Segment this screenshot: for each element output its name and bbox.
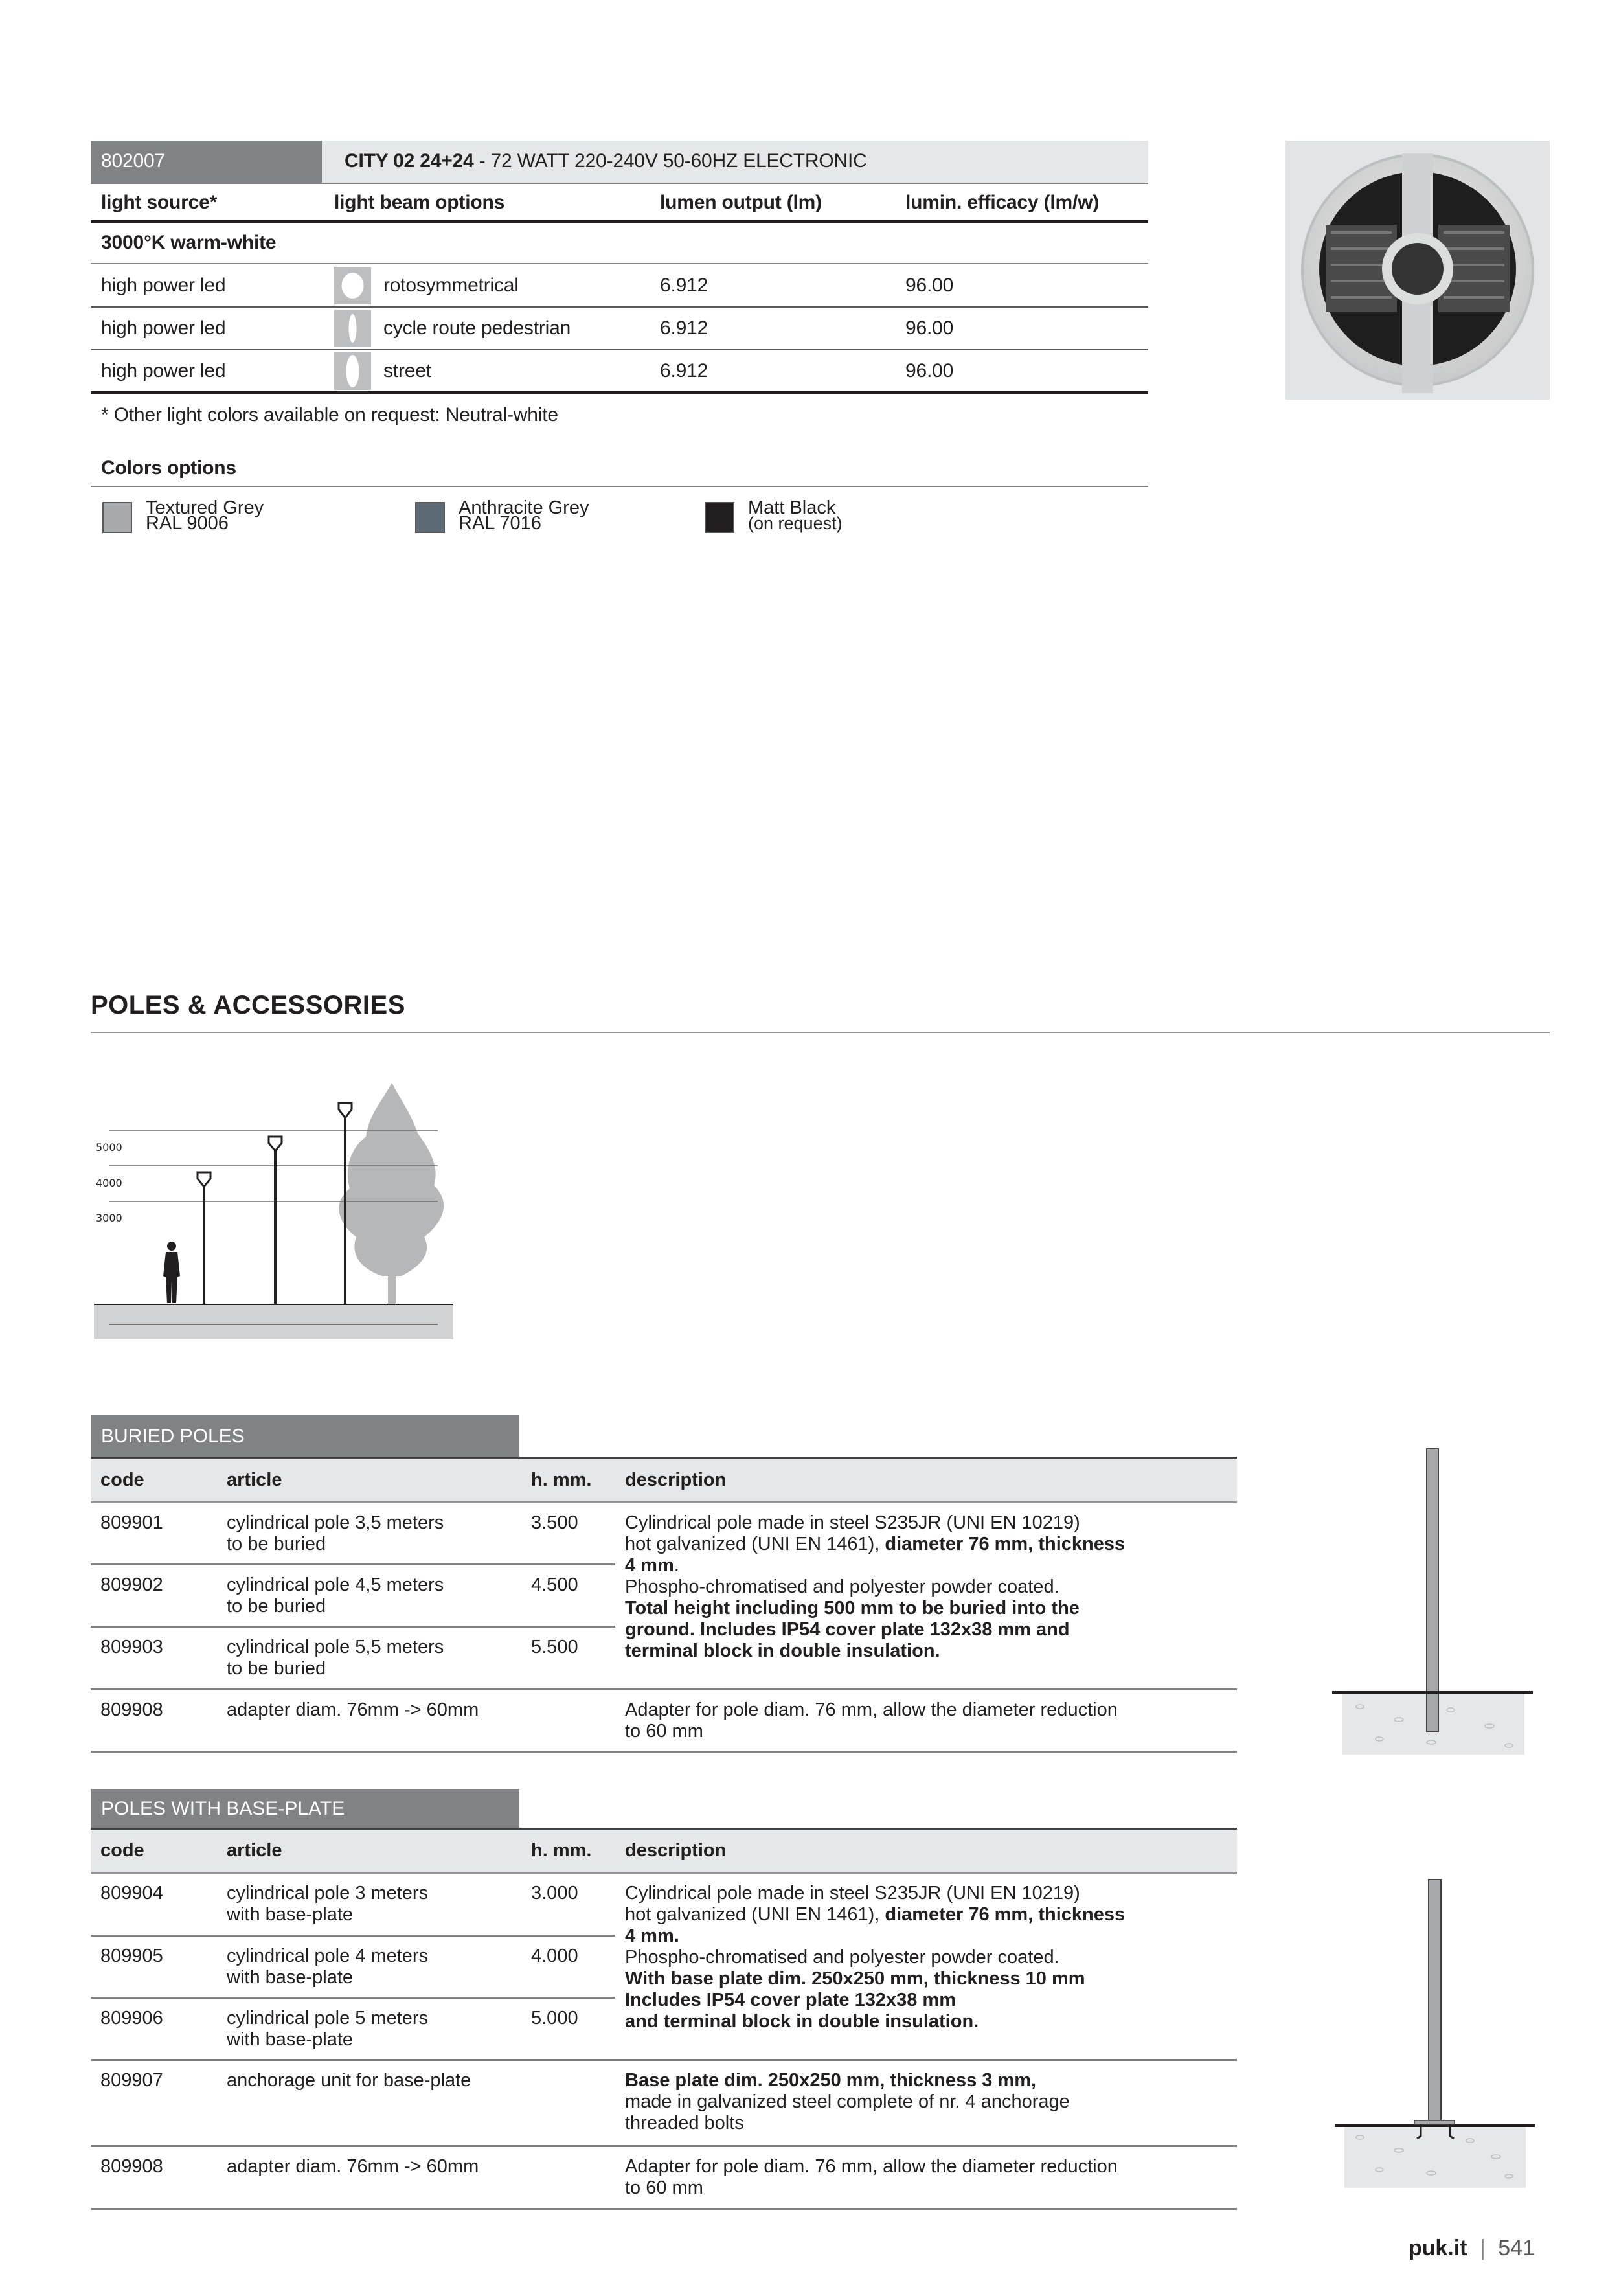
- column-header-code: code: [91, 1829, 217, 1873]
- description-text: With base plate dim. 250x250 mm, thickness 10 mm: [625, 1968, 1085, 1989]
- lumen-output: 6.912: [660, 275, 708, 296]
- product-name: CITY 02 24+24: [345, 150, 474, 172]
- article-cell: [217, 1503, 521, 1565]
- table-row: [91, 2060, 1237, 2146]
- page-footer: [1409, 2236, 1535, 2261]
- description-line: [625, 2113, 1237, 2134]
- description-text: Total height including 500 mm to be buried into the: [625, 1598, 1080, 1619]
- efficacy: 96.00: [905, 275, 954, 296]
- buried-pole-drawing: [1328, 1441, 1541, 1765]
- description-text: hot galvanized (UNI EN 1461),: [625, 1534, 885, 1554]
- color-name: Matt Black: [748, 497, 836, 518]
- product-title: [345, 150, 867, 172]
- description-line: [625, 1926, 1237, 1947]
- pole-icon: [198, 1103, 352, 1304]
- height-cell: 3.500: [521, 1503, 615, 1565]
- table-row: [91, 1690, 1237, 1752]
- article-line: cylindrical pole 4 meters: [227, 1946, 429, 1966]
- description-line: [625, 1883, 1237, 1904]
- colors-options-title: Colors options: [101, 457, 236, 479]
- height-label: 4000: [96, 1177, 122, 1189]
- divider: [91, 220, 1148, 223]
- description-line: [625, 1904, 1237, 1926]
- height-label: 3000: [96, 1212, 122, 1224]
- table-title: BURIED POLES: [101, 1426, 245, 1447]
- table-row: [91, 2146, 1237, 2209]
- description-line: [625, 2177, 1237, 2199]
- description-line: [625, 2011, 1237, 2032]
- divider: [91, 263, 1148, 264]
- article-cell: [217, 2060, 615, 2146]
- height-cell: 3.000: [521, 1873, 615, 1936]
- description-text: Phospho-chromatised and polyester powder coated.: [625, 1947, 1059, 1968]
- brand-link[interactable]: puk.it: [1408, 2236, 1467, 2260]
- article-line: cylindrical pole 3 meters: [227, 1883, 429, 1904]
- efficacy: 96.00: [905, 360, 954, 381]
- efficacy: 96.00: [905, 317, 954, 339]
- article-line: cylindrical pole 5,5 meters: [227, 1637, 444, 1657]
- divider: [91, 391, 1148, 394]
- page-number: 541: [1498, 2236, 1535, 2260]
- footnote: * Other light colors available on request: Neutral-white: [101, 404, 558, 426]
- light-source: high power led: [101, 360, 226, 381]
- color-option: [748, 497, 843, 533]
- article-cell: [217, 1873, 521, 1936]
- description-text: Phospho-chromatised and polyester powder coated.: [625, 1576, 1059, 1597]
- description-text: diameter 76 mm, thickness: [885, 1534, 1126, 1554]
- description-text: Cylindrical pole made in steel S235JR (UNI EN 10219): [625, 1512, 1080, 1533]
- color-code: (on request): [748, 514, 843, 533]
- description-line: [625, 1721, 1237, 1742]
- height-label: 5000: [96, 1141, 122, 1154]
- light-beam: cycle route pedestrian: [383, 317, 571, 339]
- tree-icon: [339, 1083, 444, 1304]
- table-row: [91, 1873, 1237, 1936]
- article-line: cylindrical pole 3,5 meters: [227, 1512, 444, 1533]
- code-cell: 809908: [91, 1690, 217, 1752]
- description-line: [625, 2070, 1237, 2091]
- header-light-beam: light beam options: [334, 192, 505, 213]
- divider: [91, 486, 1148, 487]
- divider: [91, 349, 1148, 350]
- article-cell: [217, 1936, 521, 1998]
- description-text: diameter 76 mm, thickness: [885, 1904, 1126, 1925]
- description-text: Adapter for pole diam. 76 mm, allow the diameter reduction: [625, 2156, 1118, 2177]
- article-line: cylindrical pole 5 meters: [227, 2008, 429, 2029]
- description-line: [625, 1968, 1237, 1990]
- article-line: cylindrical pole 4,5 meters: [227, 1574, 444, 1595]
- description-text: hot galvanized (UNI EN 1461),: [625, 1904, 885, 1925]
- product-header-bar: [91, 141, 1148, 183]
- description-text: ground. Includes IP54 cover plate 132x38 mm and: [625, 1619, 1070, 1640]
- rotosymmetrical-beam-icon: [334, 267, 371, 304]
- description-text: 4 mm: [625, 1555, 674, 1576]
- code-cell: 809901: [91, 1503, 217, 1565]
- height-cell: 4.000: [521, 1936, 615, 1998]
- color-swatch-anthracite-grey: [415, 502, 445, 533]
- description-text: .: [674, 1555, 679, 1576]
- separator: |: [1479, 2236, 1486, 2260]
- light-source: high power led: [101, 317, 226, 339]
- description-line: [625, 2156, 1237, 2177]
- lumen-output: 6.912: [660, 317, 708, 339]
- description-text: Base plate dim. 250x250 mm, thickness 3 mm,: [625, 2070, 1037, 2091]
- divider: [91, 306, 1148, 308]
- color-name: Anthracite Grey: [459, 497, 589, 518]
- buried-poles-table: [91, 1457, 1237, 1753]
- article-line: to be buried: [227, 1658, 326, 1679]
- divider: [91, 1032, 1550, 1033]
- description-line: [625, 1512, 1237, 1534]
- description-text: Adapter for pole diam. 76 mm, allow the diameter reduction: [625, 1699, 1118, 1720]
- description-text: to 60 mm: [625, 1721, 703, 1742]
- height-cell: 4.500: [521, 1565, 615, 1627]
- description-line: [625, 1576, 1237, 1598]
- description-text: 4 mm.: [625, 1926, 679, 1946]
- description-line: [625, 1534, 1237, 1555]
- description-cell: [615, 2060, 1237, 2146]
- description-text: threaded bolts: [625, 2113, 744, 2133]
- column-header-code: code: [91, 1458, 217, 1503]
- description-line: [625, 1947, 1237, 1968]
- article-cell: [217, 2146, 615, 2209]
- description-cell: [615, 1503, 1237, 1690]
- light-source: high power led: [101, 275, 226, 296]
- description-cell: [615, 2146, 1237, 2209]
- ground: [94, 1304, 453, 1339]
- header-light-source: light source*: [101, 192, 218, 213]
- cycle-route-beam-icon: [334, 310, 371, 347]
- article-cell: [217, 1998, 521, 2060]
- article-line: with base-plate: [227, 1967, 354, 1988]
- base-plate-pole-drawing: [1321, 1872, 1541, 2196]
- article-line: with base-plate: [227, 1904, 354, 1925]
- article-cell: [217, 1627, 521, 1690]
- base-plate-poles-tab: [91, 1789, 519, 1828]
- description-line: [625, 1598, 1237, 1619]
- description-text: made in galvanized steel complete of nr. 4 anchorage: [625, 2091, 1070, 2112]
- description-text: Cylindrical pole made in steel S235JR (UNI EN 10219): [625, 1883, 1080, 1904]
- article-cell: [217, 1690, 615, 1752]
- column-header-description: description: [615, 1829, 1237, 1873]
- buried-poles-tab: [91, 1415, 519, 1457]
- color-name: Textured Grey: [146, 497, 264, 518]
- description-line: [625, 1641, 1237, 1662]
- description-cell: [615, 1873, 1237, 2060]
- description-line: [625, 1619, 1237, 1641]
- description-line: [625, 1990, 1237, 2011]
- description-text: Includes IP54 cover plate 132x38 mm: [625, 1990, 956, 2010]
- person-icon: [163, 1242, 180, 1303]
- code-cell: 809902: [91, 1565, 217, 1627]
- description-line: [625, 2091, 1237, 2113]
- product-image: [1285, 141, 1550, 400]
- article-line: to be buried: [227, 1596, 326, 1617]
- code-cell: 809906: [91, 1998, 217, 2060]
- column-header-h: h. mm.: [521, 1458, 615, 1503]
- color-code: RAL 7016: [459, 513, 541, 534]
- product-specs: - 72 WATT 220-240V 50-60HZ ELECTRONIC: [473, 150, 867, 172]
- table-title: POLES WITH BASE-PLATE: [101, 1798, 345, 1819]
- product-code: 802007: [101, 150, 165, 172]
- light-beam: street: [383, 360, 431, 381]
- column-header-article: article: [217, 1829, 521, 1873]
- divider: [91, 183, 1148, 184]
- description-text: terminal block in double insulation.: [625, 1641, 940, 1661]
- height-cell: 5.500: [521, 1627, 615, 1690]
- column-header-h: h. mm.: [521, 1829, 615, 1873]
- lumen-output: 6.912: [660, 360, 708, 381]
- color-swatch-matt-black: [705, 502, 734, 533]
- description-line: [625, 1699, 1237, 1721]
- color-code: RAL 9006: [146, 513, 229, 534]
- column-header-article: article: [217, 1458, 521, 1503]
- product-code-cell: [91, 141, 322, 183]
- color-option: [146, 497, 264, 534]
- code-cell: 809903: [91, 1627, 217, 1690]
- base-plate-poles-table: [91, 1828, 1237, 2210]
- column-header-description: description: [615, 1458, 1237, 1503]
- description-text: to 60 mm: [625, 2177, 703, 2198]
- code-cell: 809904: [91, 1873, 217, 1936]
- section-title: POLES & ACCESSORIES: [91, 991, 405, 1019]
- code-cell: 809905: [91, 1936, 217, 1998]
- description-cell: [615, 1690, 1237, 1752]
- code-cell: 809908: [91, 2146, 217, 2209]
- description-text: and terminal block in double insulation.: [625, 2011, 979, 2032]
- article-cell: [217, 1565, 521, 1627]
- color-swatch-textured-grey: [102, 502, 132, 533]
- street-beam-icon: [334, 352, 371, 390]
- article-line: adapter diam. 76mm -> 60mm: [227, 1699, 479, 1720]
- color-option: [459, 497, 589, 534]
- color-temperature-group: 3000°K warm-white: [101, 232, 277, 253]
- article-line: anchorage unit for base-plate: [227, 2070, 471, 2091]
- light-beam: rotosymmetrical: [383, 275, 519, 296]
- header-lumen-output: lumen output (lm): [660, 192, 822, 213]
- pole-height-diagram: [91, 1075, 460, 1347]
- table-header-row: [91, 1829, 1237, 1873]
- description-line: [625, 1555, 1237, 1576]
- table-row: [91, 1503, 1237, 1565]
- article-line: to be buried: [227, 1534, 326, 1554]
- header-efficacy: lumin. efficacy (lm/w): [905, 192, 1099, 213]
- table-header-row: [91, 1458, 1237, 1503]
- height-cell: 5.000: [521, 1998, 615, 2060]
- article-line: with base-plate: [227, 2029, 354, 2050]
- code-cell: 809907: [91, 2060, 217, 2146]
- article-line: adapter diam. 76mm -> 60mm: [227, 2156, 479, 2177]
